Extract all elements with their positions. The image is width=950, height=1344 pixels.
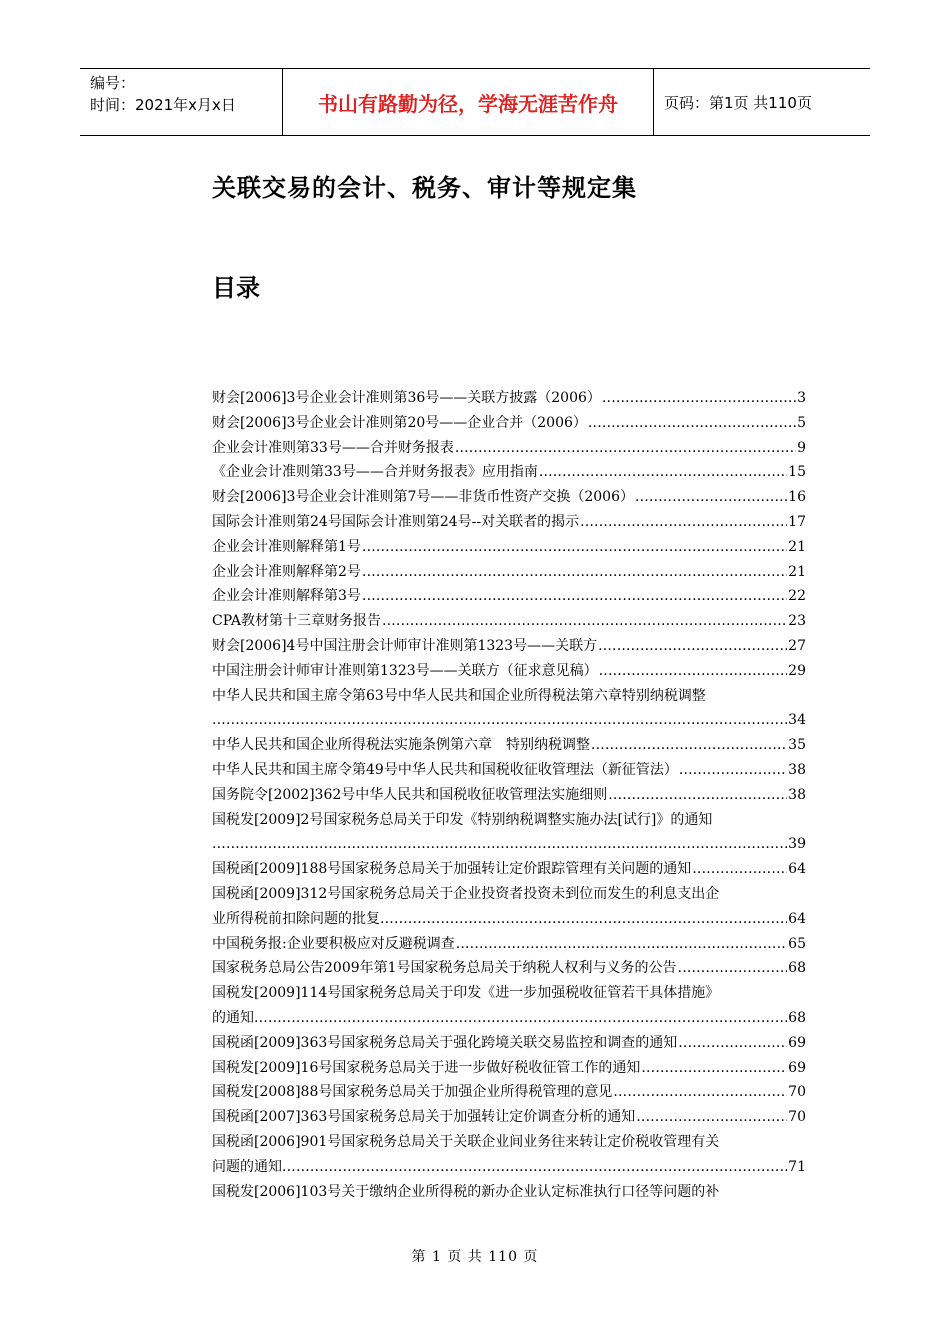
toc-entry-title: 国务院令[2002]362号中华人民共和国税收征收管理法实施细则 (212, 786, 608, 803)
table-of-contents (212, 386, 806, 1204)
toc-entry-title: 国税发[2006]103号关于缴纳企业所得税的新办企业认定标准执行口径等问题的补 (212, 1183, 720, 1200)
toc-entry[interactable] (212, 758, 806, 783)
toc-entry[interactable] (212, 882, 806, 932)
toc-entry[interactable] (212, 460, 806, 485)
document-number-label: 编号： (90, 74, 136, 92)
toc-entry-title: 《企业会计准则第33号——合并财务报表》应用指南 (212, 464, 538, 481)
toc-entry-title: 国税发[2009]114号国家税务总局关于印发《进一步加强税收征管若干具体措施》 (212, 985, 720, 1002)
toc-entry-title: 国税发[2009]16号国家税务总局关于进一步做好税收征管工作的通知 (212, 1059, 641, 1076)
toc-leader-dots (212, 708, 787, 733)
toc-entry[interactable] (212, 857, 806, 882)
toc-entry[interactable] (212, 783, 806, 808)
toc-entry-title: 企业会计准则解释第1号 (212, 538, 361, 555)
toc-leader-dots (636, 1105, 787, 1130)
toc-entry-page: 29 (788, 662, 806, 679)
toc-entry-title: 财会[2006]3号企业会计准则第7号——非货币性资产交换（2006） (212, 489, 634, 506)
toc-entry-title: 中国税务报:企业要积极应对反避税调查 (212, 935, 455, 952)
toc-entry-title: 财会[2006]4号中国注册会计师审计准则第1323号——关联方 (212, 637, 598, 654)
toc-entry[interactable] (212, 386, 806, 411)
toc-leader-dots (599, 659, 788, 684)
toc-entry-title: 中华人民共和国企业所得税法实施条例第六章 特别纳税调整 (212, 737, 590, 754)
toc-entry-page: 64 (788, 861, 806, 878)
toc-leader-dots (362, 560, 787, 585)
toc-entry-title-continued: 问题的通知 (212, 1158, 282, 1175)
toc-entry[interactable] (212, 634, 806, 659)
header-motto: 书山有路勤为径，学海无涯苦作舟 (282, 69, 654, 135)
toc-entry-title: 国税函[2009]312号国家税务总局关于企业投资者投资未到位而发生的利息支出企 (212, 885, 720, 902)
toc-entry-title: 中国注册会计师审计准则第1323号——关联方（征求意见稿） (212, 662, 598, 679)
toc-leader-dots (679, 758, 787, 783)
toc-entry-title-continued: 的通知 (212, 1009, 254, 1026)
toc-leader-dots (641, 1056, 787, 1081)
toc-entry-title: 企业会计准则第33号——合并财务报表 (212, 439, 454, 456)
toc-entry[interactable] (212, 733, 806, 758)
page-header (80, 68, 870, 136)
toc-entry-page: 23 (788, 613, 806, 630)
toc-entry[interactable] (212, 411, 806, 436)
toc-entry[interactable] (212, 609, 806, 634)
toc-entry[interactable] (212, 1105, 806, 1130)
toc-entry[interactable] (212, 659, 806, 684)
toc-leader-dots (608, 783, 787, 808)
toc-entry-title: CPA教材第十三章财务报告 (212, 613, 381, 630)
toc-entry[interactable] (212, 436, 806, 461)
toc-entry[interactable] (212, 808, 806, 858)
toc-leader-dots (212, 832, 787, 857)
toc-entry-title: 财会[2006]3号企业会计准则第20号——企业合并（2006） (212, 414, 587, 431)
toc-entry[interactable] (212, 584, 806, 609)
toc-entry[interactable] (212, 684, 806, 734)
toc-entry-page: 5 (797, 414, 806, 431)
toc-entry-title: 国税函[2007]363号国家税务总局关于加强转让定价调查分析的通知 (212, 1109, 636, 1126)
toc-leader-dots (678, 1031, 787, 1056)
toc-entry-page: 64 (788, 910, 806, 927)
toc-leader-dots (692, 857, 787, 882)
toc-entry-page: 38 (788, 761, 806, 778)
toc-entry-title: 国际会计准则第24号国际会计准则第24号--对关联者的揭示 (212, 513, 580, 530)
toc-entry-page: 38 (788, 786, 806, 803)
toc-entry-page: 22 (788, 588, 806, 605)
toc-entry[interactable] (212, 956, 806, 981)
toc-entry[interactable] (212, 932, 806, 957)
toc-leader-dots (380, 907, 787, 932)
document-date-label: 时间：2021年x月x日 (90, 96, 236, 114)
toc-entry-title: 中华人民共和国主席令第63号中华人民共和国企业所得税法第六章特别纳税调整 (212, 687, 706, 704)
toc-entry-page: 9 (797, 439, 806, 456)
toc-entry-page: 70 (788, 1084, 806, 1101)
toc-entry-title: 中华人民共和国主席令第49号中华人民共和国税收征收管理法（新征管法） (212, 761, 678, 778)
toc-entry-page: 15 (788, 464, 806, 481)
toc-entry-title: 企业会计准则解释第3号 (212, 588, 361, 605)
toc-entry-page: 21 (788, 563, 806, 580)
toc-entry-title: 国家税务总局公告2009年第1号国家税务总局关于纳税人权利与义务的公告 (212, 960, 677, 977)
toc-leader-dots (635, 485, 787, 510)
toc-entry-title: 国税函[2006]901号国家税务总局关于关联企业间业务往来转让定价税收管理有关 (212, 1133, 720, 1150)
toc-entry-title-continued: 业所得税前扣除问题的批复 (212, 910, 380, 927)
toc-entry-title: 国税函[2009]188号国家税务总局关于加强转让定价跟踪管理有关问题的通知 (212, 861, 692, 878)
toc-entry-title: 企业会计准则解释第2号 (212, 563, 361, 580)
toc-entry-page: 39 (788, 836, 806, 853)
toc-entry-page: 68 (788, 1009, 806, 1026)
toc-leader-dots (591, 733, 787, 758)
toc-entry[interactable] (212, 981, 806, 1031)
header-meta (80, 69, 282, 135)
toc-leader-dots (588, 411, 796, 436)
toc-leader-dots (598, 634, 787, 659)
toc-entry[interactable] (212, 1080, 806, 1105)
toc-entry[interactable] (212, 1130, 806, 1180)
toc-entry-page: 17 (788, 513, 806, 530)
toc-leader-dots (456, 932, 787, 957)
toc-entry-title: 国税发[2009]2号国家税务总局关于印发《特别纳税调整实施办法[试行]》的通知 (212, 811, 713, 828)
toc-entry[interactable] (212, 510, 806, 535)
toc-entry-title: 国税函[2009]363号国家税务总局关于强化跨境关联交易监控和调查的通知 (212, 1034, 678, 1051)
toc-entry-title: 国税发[2008]88号国家税务总局关于加强企业所得税管理的意见 (212, 1084, 613, 1101)
toc-entry-page: 16 (788, 489, 806, 506)
toc-leader-dots (282, 1155, 787, 1180)
toc-entry-page: 27 (788, 637, 806, 654)
toc-entry[interactable] (212, 1056, 806, 1081)
toc-leader-dots (613, 1080, 787, 1105)
header-page-info: 页码：第1页 共110页 (664, 93, 812, 112)
toc-leader-dots (382, 609, 787, 634)
toc-entry[interactable] (212, 560, 806, 585)
toc-heading: 目录 (212, 274, 260, 302)
page-footer: 第 1 页 共 110 页 (411, 1249, 539, 1265)
toc-leader-dots (254, 1006, 787, 1031)
toc-entry-title: 财会[2006]3号企业会计准则第36号——关联方披露（2006） (212, 390, 601, 406)
toc-leader-dots (455, 436, 796, 461)
toc-entry[interactable] (212, 485, 806, 510)
toc-entry-page: 65 (788, 935, 806, 952)
toc-entry-page: 3 (797, 390, 806, 406)
document-title: 关联交易的会计、税务、审计等规定集 (212, 174, 637, 202)
toc-entry-page: 71 (788, 1158, 806, 1175)
toc-leader-dots (362, 535, 787, 560)
toc-entry-page: 69 (788, 1059, 806, 1076)
toc-entry-page: 69 (788, 1034, 806, 1051)
toc-leader-dots (539, 460, 787, 485)
toc-entry[interactable] (212, 1180, 806, 1205)
toc-leader-dots (580, 510, 787, 535)
toc-entry[interactable] (212, 535, 806, 560)
toc-entry-page: 35 (788, 737, 806, 754)
toc-leader-dots (362, 584, 787, 609)
toc-entry-page: 68 (788, 960, 806, 977)
toc-leader-dots (678, 956, 788, 981)
toc-entry[interactable] (212, 1031, 806, 1056)
toc-entry-page: 21 (788, 538, 806, 555)
toc-entry-page: 70 (788, 1109, 806, 1126)
toc-leader-dots (602, 386, 796, 411)
toc-entry-page: 34 (788, 712, 806, 729)
